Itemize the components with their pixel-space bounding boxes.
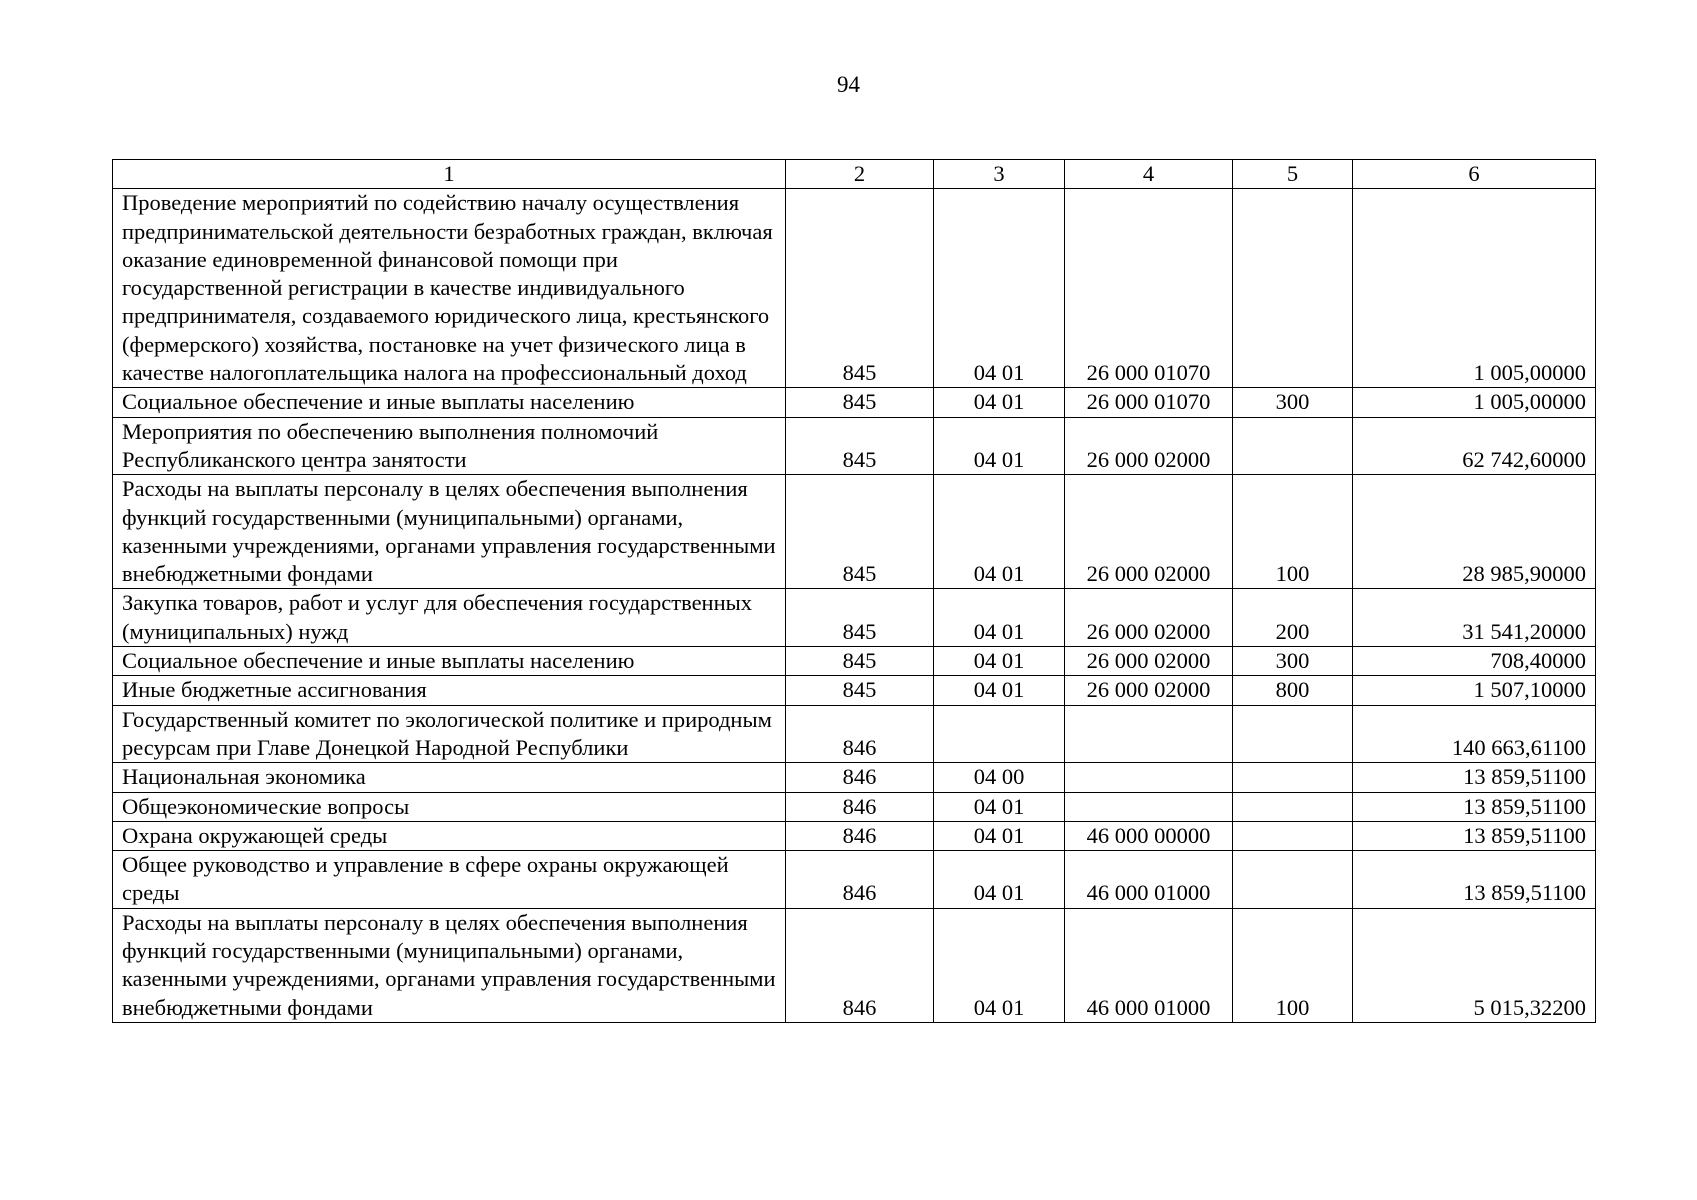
section-code-cell: 04 01 [934,821,1065,850]
table-row [113,908,1596,1022]
ministry-code-cell: 846 [786,705,934,763]
header-col-3: 3 [934,160,1065,189]
item-name-cell: Проведение мероприятий по содействию началу осуществления предпринимательской деятельности безработных граждан, включая оказание единовременной финансовой помощи при государственной регистрации в качестве индивидуального предпринимателя, создаваемого юридического лица, крестьянского (фермерского) хозяйства, постановке на учет физического лица в качестве налогоплательщика налога на профессиональный доход [113,189,786,388]
target-article-cell: 46 000 00000 [1065,821,1233,850]
header-col-4: 4 [1065,160,1233,189]
item-name-cell: Социальное обеспечение и иные выплаты населению [113,388,786,417]
target-article-cell: 26 000 01070 [1065,189,1233,388]
section-code-cell [934,705,1065,763]
expense-type-cell: 300 [1233,647,1353,676]
target-article-cell [1065,792,1233,821]
section-code-cell: 04 01 [934,475,1065,589]
section-code-cell: 04 01 [934,908,1065,1022]
item-name-cell: Мероприятия по обеспечению выполнения полномочий Республиканского центра занятости [113,417,786,475]
amount-cell: 31 541,20000 [1353,589,1596,647]
table-row [113,475,1596,589]
expense-type-cell [1233,821,1353,850]
table-row [113,647,1596,676]
target-article-cell: 26 000 02000 [1065,475,1233,589]
table-row [113,763,1596,792]
amount-cell: 5 015,32200 [1353,908,1596,1022]
amount-cell: 13 859,51100 [1353,792,1596,821]
ministry-code-cell: 846 [786,792,934,821]
header-col-2: 2 [786,160,934,189]
ministry-code-cell: 845 [786,676,934,705]
amount-cell: 28 985,90000 [1353,475,1596,589]
item-name-cell: Охрана окружающей среды [113,821,786,850]
expense-type-cell: 200 [1233,589,1353,647]
target-article-cell: 26 000 02000 [1065,647,1233,676]
target-article-cell [1065,705,1233,763]
item-name-cell: Закупка товаров, работ и услуг для обеспечения государственных (муниципальных) нужд [113,589,786,647]
amount-cell: 1 507,10000 [1353,676,1596,705]
amount-cell: 708,40000 [1353,647,1596,676]
header-col-1: 1 [113,160,786,189]
expense-type-cell [1233,851,1353,909]
expense-type-cell: 800 [1233,676,1353,705]
item-name-cell: Социальное обеспечение и иные выплаты населению [113,647,786,676]
expense-type-cell [1233,763,1353,792]
header-col-6: 6 [1353,160,1596,189]
expense-type-cell [1233,792,1353,821]
table-row [113,676,1596,705]
item-name-cell: Расходы на выплаты персоналу в целях обеспечения выполнения функций государственными (муниципальными) органами, казенными учреждениями, органами управления государственными внебюджетными фондами [113,475,786,589]
section-code-cell: 04 01 [934,589,1065,647]
ministry-code-cell: 845 [786,647,934,676]
amount-cell: 13 859,51100 [1353,851,1596,909]
expense-type-cell [1233,189,1353,388]
target-article-cell: 26 000 02000 [1065,676,1233,705]
amount-cell: 140 663,61100 [1353,705,1596,763]
ministry-code-cell: 846 [786,763,934,792]
ministry-code-cell: 845 [786,388,934,417]
item-name-cell: Иные бюджетные ассигнования [113,676,786,705]
target-article-cell: 26 000 02000 [1065,417,1233,475]
expense-type-cell: 300 [1233,388,1353,417]
expense-type-cell [1233,705,1353,763]
table-row [113,589,1596,647]
ministry-code-cell: 846 [786,851,934,909]
amount-cell: 13 859,51100 [1353,763,1596,792]
target-article-cell: 26 000 02000 [1065,589,1233,647]
item-name-cell: Национальная экономика [113,763,786,792]
ministry-code-cell: 845 [786,189,934,388]
table-row [113,792,1596,821]
table-row [113,388,1596,417]
section-code-cell: 04 01 [934,189,1065,388]
section-code-cell: 04 01 [934,417,1065,475]
target-article-cell [1065,763,1233,792]
amount-cell: 13 859,51100 [1353,821,1596,850]
section-code-cell: 04 01 [934,676,1065,705]
expense-type-cell [1233,417,1353,475]
section-code-cell: 04 00 [934,763,1065,792]
table-row [113,417,1596,475]
table-body [113,189,1596,1023]
section-code-cell: 04 01 [934,647,1065,676]
ministry-code-cell: 845 [786,417,934,475]
page-number: 94 [837,72,860,97]
table-header-row [113,160,1596,189]
expense-type-cell: 100 [1233,908,1353,1022]
table-row [113,851,1596,909]
section-code-cell: 04 01 [934,851,1065,909]
section-code-cell: 04 01 [934,388,1065,417]
table-row [113,705,1596,763]
amount-cell: 1 005,00000 [1353,189,1596,388]
amount-cell: 62 742,60000 [1353,417,1596,475]
table-row [113,821,1596,850]
section-code-cell: 04 01 [934,792,1065,821]
target-article-cell: 46 000 01000 [1065,851,1233,909]
ministry-code-cell: 845 [786,475,934,589]
item-name-cell: Общеэкономические вопросы [113,792,786,821]
ministry-code-cell: 846 [786,821,934,850]
expense-type-cell: 100 [1233,475,1353,589]
ministry-code-cell: 846 [786,908,934,1022]
amount-cell: 1 005,00000 [1353,388,1596,417]
item-name-cell: Общее руководство и управление в сфере охраны окружающей среды [113,851,786,909]
budget-table [112,159,1596,1023]
header-col-5: 5 [1233,160,1353,189]
item-name-cell: Расходы на выплаты персоналу в целях обеспечения выполнения функций государственными (муниципальными) органами, казенными учреждениями, органами управления государственными внебюджетными фондами [113,908,786,1022]
target-article-cell: 46 000 01000 [1065,908,1233,1022]
table-row [113,189,1596,388]
ministry-code-cell: 845 [786,589,934,647]
item-name-cell: Государственный комитет по экологической политике и природным ресурсам при Главе Донецкой Народной Республики [113,705,786,763]
target-article-cell: 26 000 01070 [1065,388,1233,417]
